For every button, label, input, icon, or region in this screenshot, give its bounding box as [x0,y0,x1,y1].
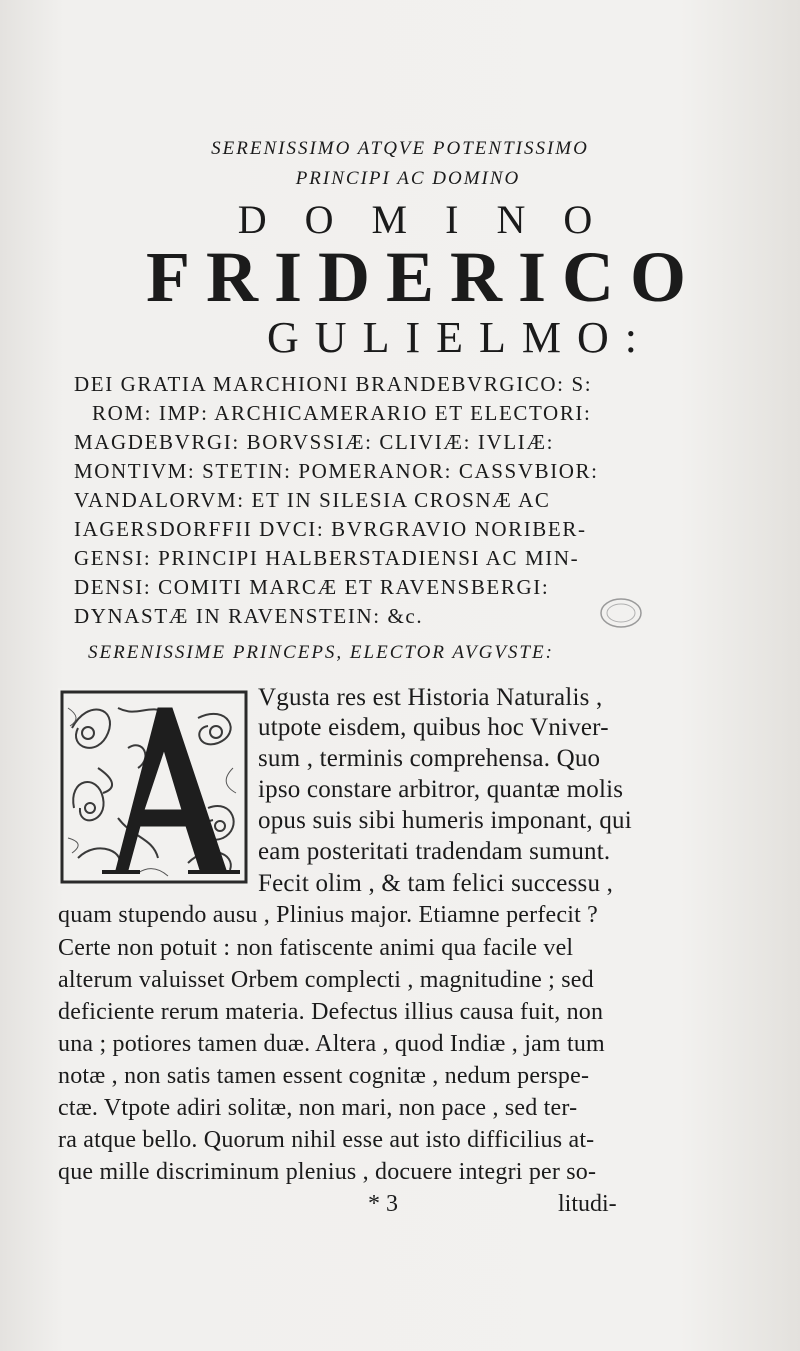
body-line: utpote eisdem, quibus hoc Vniver- [258,714,609,741]
domino-heading: DOMINO [237,197,631,242]
body-line: eam posteritati tradendam sumunt. [258,838,611,865]
body-line: ctæ. Vtpote adiri solitæ, non mari, non pace , sed ter- [58,1095,578,1121]
title-line: IAGERSDORFFII DVCI: BVRGRAVIO NORIBER- [74,517,587,541]
body-line: ipso constare arbitror, quantæ molis [258,776,624,803]
name-heading: FRIDERICO [145,237,703,317]
name2-heading: GULIELMO: [267,313,653,362]
body-line: Fecit olim , & tam felici successu , [258,870,614,897]
body-line: que mille discriminum plenius , docuere integri per so- [58,1159,597,1185]
body-line: Certe non potuit : non fatiscente animi qua facile vel [58,935,574,961]
signature-mark: * 3 [368,1191,398,1217]
body-line: opus suis sibi humeris imponant, qui [258,807,632,834]
title-line: VANDALORVM: ET IN SILESIA CROSNÆ AC [74,488,551,512]
body-line: sum , terminis comprehensa. Quo [258,745,601,772]
title-line: GENSI: PRINCIPI HALBERSTADIENSI AC MIN- [74,546,580,570]
dedication-line-1: SERENISSIMO ATQVE POTENTISSIMO [211,138,589,159]
title-line: DEI GRATIA MARCHIONI BRANDEBVRGICO: S: [74,372,593,396]
library-stamp-icon [598,596,644,630]
title-line: DYNASTÆ IN RAVENSTEIN: &c. [74,604,424,628]
decorated-initial-a-icon [58,688,250,886]
title-line: MONTIVM: STETIN: POMERANOR: CASSVBIOR: [74,459,599,483]
title-line: ROM: IMP: ARCHICAMERARIO ET ELECTORI: [92,401,592,425]
body-line: quam stupendo ausu , Plinius major. Etiamne perfecit ? [58,902,599,928]
body-line: una ; potiores tamen duæ. Altera , quod Indiæ , jam tum [58,1031,605,1057]
title-line: DENSI: COMITI MARCÆ ET RAVENSBERGI: [74,575,550,599]
body-line: Vgusta res est Historia Naturalis , [258,684,603,711]
body-line: alterum valuisset Orbem complecti , magnitudine ; sed [58,967,594,993]
body-line: notæ , non satis tamen essent cognitæ , nedum perspe- [58,1063,590,1089]
body-line: ra atque bello. Quorum nihil esse aut isto difficilius at- [58,1127,595,1153]
body-line: deficiente rerum materia. Defectus illius causa fuit, non [58,999,604,1025]
title-line: MAGDEBVRGI: BORVSSIÆ: CLIVIÆ: IVLIÆ: [74,430,555,454]
salutation: SERENISSIME PRINCEPS, ELECTOR AVGVSTE: [88,642,554,663]
dedication-line-2: PRINCIPI AC DOMINO [295,168,521,189]
catchword: litudi- [558,1191,617,1217]
